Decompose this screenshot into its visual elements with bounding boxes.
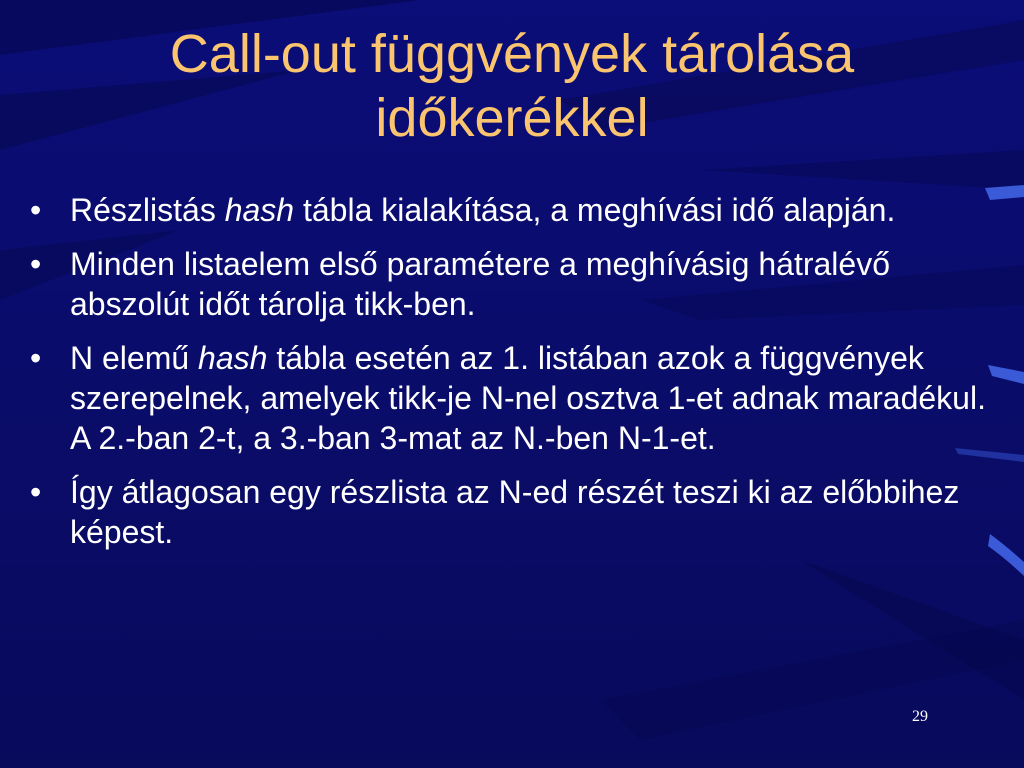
bg-accent [988,365,1024,384]
title-line-1: Call-out függvények tárolása [169,24,855,84]
bg-accent [988,534,1024,576]
bullet-dot: • [30,340,42,376]
bullet-item [30,338,990,458]
bg-streak [600,620,1024,740]
bullet-dot: • [30,246,42,282]
bullet-dot: • [30,192,42,228]
bullet-item [30,190,990,230]
bullet-text: tábla kialakítása, a meghívási idő alapján. [294,192,896,228]
bullet-text: Részlistás [70,192,225,228]
bg-streak [700,150,1024,190]
title-line-2: időkerékkel [375,88,649,148]
bullet-text: tábla esetén az 1. listában azok a függvények szerepelnek, amelyek tikk-je N-nel osztva 1-et adnak maradékul. A 2.-ban 2-t, a 3.-ban 3-mat az N.-ben N-1-et. [70,340,986,456]
bullet-text: Minden listaelem első paramétere a meghívásig hátralévő abszolút időt tárolja tikk-ben. [70,246,890,322]
bullet-dot: • [30,474,42,510]
slide-title [0,22,1024,150]
bullet-item [30,472,990,552]
bullet-text: N elemű [70,340,199,376]
bullet-item [30,244,990,324]
bullet-emphasis: hash [198,340,268,376]
bullet-text: Így átlagosan egy részlista az N-ed részét teszi ki az előbbihez képest. [70,474,960,550]
page-number: 29 [912,708,928,725]
bullet-emphasis: hash [224,192,295,228]
bullet-list [30,190,990,566]
